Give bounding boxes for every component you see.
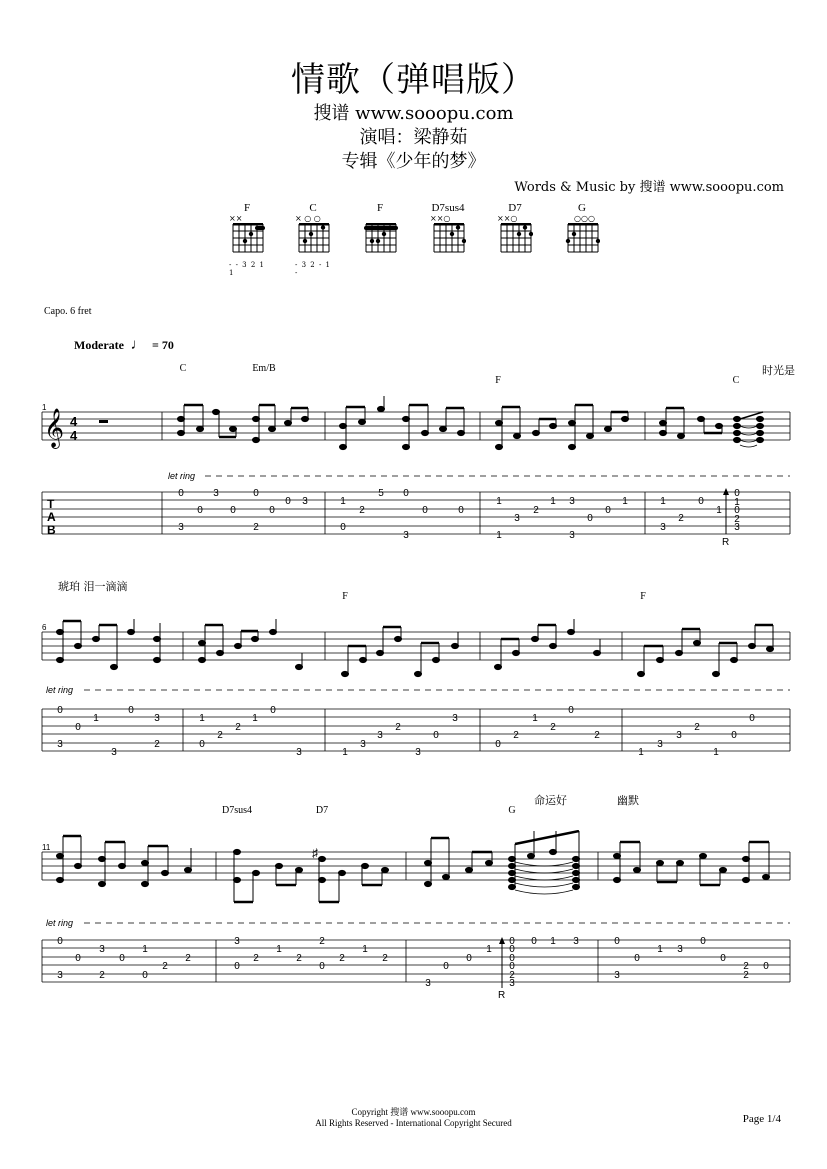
- svg-text:0: 0: [731, 730, 737, 741]
- svg-text:2: 2: [513, 730, 519, 741]
- page-footer: [0, 1107, 827, 1129]
- lyric: 时光是: [762, 364, 795, 377]
- svg-text:3: 3: [677, 944, 683, 955]
- svg-text:0: 0: [75, 953, 81, 964]
- svg-text:3: 3: [425, 978, 431, 989]
- tab-numbers: [178, 488, 740, 541]
- fretboard-grid: [295, 223, 331, 257]
- chord-diagram-c: [295, 202, 331, 277]
- svg-text:2: 2: [359, 505, 365, 516]
- svg-text:0: 0: [443, 961, 449, 972]
- chord-label: Em/B: [252, 363, 276, 374]
- svg-text:3: 3: [734, 522, 740, 533]
- chord-diagram-f-barre: [362, 202, 398, 261]
- singer-line: 演唱：梁静茹: [359, 127, 468, 148]
- chord-label: F: [495, 375, 501, 386]
- svg-text:0: 0: [509, 953, 515, 964]
- svg-text:2: 2: [594, 730, 600, 741]
- svg-text:1: 1: [199, 713, 205, 724]
- svg-text:1: 1: [496, 496, 502, 507]
- svg-text:1: 1: [276, 944, 282, 955]
- lyric: 命运好: [534, 794, 567, 807]
- credit-line: Words & Music by 搜谱 www.sooopu.com: [514, 180, 784, 195]
- svg-text:2: 2: [99, 970, 105, 981]
- svg-text:2: 2: [339, 953, 345, 964]
- svg-text:0: 0: [253, 488, 259, 499]
- svg-text:0: 0: [466, 953, 472, 964]
- whole-rest-icon: [99, 420, 108, 423]
- let-ring-label: let ring: [46, 918, 74, 928]
- svg-text:0: 0: [199, 739, 205, 750]
- svg-text:2: 2: [253, 953, 259, 964]
- svg-text:0: 0: [422, 505, 428, 516]
- tab-numbers: [57, 705, 755, 758]
- svg-text:0: 0: [119, 953, 125, 964]
- svg-text:0: 0: [700, 936, 706, 947]
- chord-diagram-name: F: [243, 202, 251, 214]
- svg-text:3: 3: [296, 747, 302, 758]
- fretboard-grid: [229, 223, 265, 257]
- source-line: 搜谱 www.sooopu.com: [313, 103, 514, 124]
- svg-text:3: 3: [99, 944, 105, 955]
- svg-text:3: 3: [569, 496, 575, 507]
- chord-diagram-name: C: [309, 202, 317, 214]
- tie-arcs: [515, 862, 573, 894]
- chord-label: F: [342, 591, 348, 602]
- tab-numbers: [57, 936, 769, 989]
- string-markers: × ○ ○: [295, 214, 321, 223]
- system-1: [0, 395, 827, 555]
- svg-text:3: 3: [452, 713, 458, 724]
- svg-text:1: 1: [486, 944, 492, 955]
- lyric: 幽默: [617, 794, 639, 807]
- svg-text:2: 2: [743, 970, 749, 981]
- chord-diagram-name: D7: [508, 202, 522, 214]
- svg-text:2: 2: [185, 953, 191, 964]
- svg-text:3: 3: [509, 978, 515, 989]
- svg-text:3: 3: [514, 513, 520, 524]
- svg-text:1: 1: [340, 496, 346, 507]
- svg-text:0: 0: [57, 705, 63, 716]
- fretboard-grid: [564, 223, 600, 257]
- svg-text:0: 0: [458, 505, 464, 516]
- chord-diagram-name: G: [578, 202, 586, 214]
- svg-text:0: 0: [605, 505, 611, 516]
- svg-text:2: 2: [550, 722, 556, 733]
- chord-label: D7: [315, 805, 329, 816]
- rasgueado-mark: R: [498, 990, 506, 1001]
- svg-text:1: 1: [252, 713, 258, 724]
- svg-text:0: 0: [698, 496, 704, 507]
- svg-text:1: 1: [657, 944, 663, 955]
- let-ring-label: let ring: [168, 471, 196, 481]
- string-markers: ××○: [497, 214, 518, 223]
- svg-text:2: 2: [533, 505, 539, 516]
- svg-text:3: 3: [403, 530, 409, 541]
- svg-text:0: 0: [509, 961, 515, 972]
- chord-label: C: [179, 363, 187, 374]
- chord-diagram-d7: [497, 202, 533, 261]
- measure-number: 6: [42, 623, 47, 632]
- svg-text:2: 2: [509, 970, 515, 981]
- svg-text:1: 1: [342, 747, 348, 758]
- fretboard-grid: [497, 223, 533, 257]
- svg-text:0: 0: [178, 488, 184, 499]
- svg-text:2: 2: [217, 730, 223, 741]
- svg-text:0: 0: [319, 961, 325, 972]
- chord-label: C: [732, 375, 740, 386]
- svg-text:1: 1: [713, 747, 719, 758]
- svg-text:3: 3: [569, 530, 575, 541]
- tempo-label: Moderate: [74, 338, 124, 352]
- svg-text:0: 0: [568, 705, 574, 716]
- svg-text:0: 0: [285, 496, 291, 507]
- svg-text:0: 0: [634, 953, 640, 964]
- svg-text:0: 0: [587, 513, 593, 524]
- let-ring-label: let ring: [46, 685, 74, 695]
- tempo-marking: [74, 337, 174, 354]
- svg-text:3: 3: [154, 713, 160, 724]
- svg-text:5: 5: [378, 488, 384, 499]
- chord-diagram-name: D7sus4: [431, 202, 465, 214]
- svg-text:3: 3: [213, 488, 219, 499]
- fretboard-grid: [430, 223, 466, 257]
- chord-label: G: [508, 805, 516, 816]
- rights-line: All Rights Reserved - International Copyright Secured: [315, 1118, 512, 1128]
- svg-text:1: 1: [660, 496, 666, 507]
- svg-text:0: 0: [57, 936, 63, 947]
- svg-text:2: 2: [296, 953, 302, 964]
- quarter-note-icon: ♩: [130, 337, 146, 353]
- svg-text:1: 1: [734, 497, 740, 508]
- svg-text:0: 0: [433, 730, 439, 741]
- chord-diagram-g: [564, 202, 600, 261]
- svg-text:1: 1: [496, 530, 502, 541]
- svg-text:0: 0: [128, 705, 134, 716]
- svg-text:1: 1: [550, 496, 556, 507]
- tie-arcs: [740, 426, 757, 447]
- tempo-value: = 70: [151, 338, 174, 352]
- svg-text:3: 3: [178, 522, 184, 533]
- svg-text:1: 1: [550, 936, 556, 947]
- treble-clef-icon: 𝄞: [44, 409, 65, 447]
- svg-text:0: 0: [234, 961, 240, 972]
- svg-text:0: 0: [734, 488, 740, 499]
- svg-text:3: 3: [57, 970, 63, 981]
- string-markers: ××: [229, 214, 243, 223]
- svg-text:1: 1: [532, 713, 538, 724]
- chord-diagram-f: [229, 202, 265, 277]
- svg-text:3: 3: [415, 747, 421, 758]
- svg-text:1: 1: [622, 496, 628, 507]
- rasgueado-mark: R: [722, 537, 730, 548]
- svg-text:3: 3: [614, 970, 620, 981]
- svg-text:2: 2: [382, 953, 388, 964]
- time-signature-top: 4: [70, 414, 78, 429]
- fingering: - - 3 2 1 1: [229, 261, 265, 277]
- strum-arrow-head-icon: [723, 488, 729, 495]
- svg-text:0: 0: [509, 944, 515, 955]
- svg-text:0: 0: [720, 953, 726, 964]
- fretboard-grid: [362, 223, 398, 257]
- svg-text:0: 0: [614, 936, 620, 947]
- copyright-line: Copyright 搜谱 www.sooopu.com: [351, 1107, 476, 1117]
- tab-label-a: A: [47, 510, 56, 524]
- svg-text:0: 0: [763, 961, 769, 972]
- tab-label-b: B: [47, 523, 56, 537]
- svg-text:2: 2: [743, 961, 749, 972]
- svg-text:3: 3: [657, 739, 663, 750]
- sharp-icon: ♯: [312, 846, 318, 860]
- string-markers: ○○○: [574, 214, 595, 223]
- svg-text:1: 1: [638, 747, 644, 758]
- system-2: [0, 615, 827, 775]
- tab-label-t: T: [47, 497, 55, 511]
- svg-text:0: 0: [531, 936, 537, 947]
- svg-text:3: 3: [111, 747, 117, 758]
- string-markers: ××○: [430, 214, 451, 223]
- svg-text:0: 0: [495, 739, 501, 750]
- svg-text:1: 1: [142, 944, 148, 955]
- svg-text:3: 3: [377, 730, 383, 741]
- svg-text:3: 3: [234, 936, 240, 947]
- svg-text:0: 0: [197, 505, 203, 516]
- svg-text:2: 2: [678, 513, 684, 524]
- svg-text:0: 0: [509, 936, 515, 947]
- svg-text:2: 2: [395, 722, 401, 733]
- time-signature-bottom: 4: [70, 428, 78, 443]
- svg-text:2: 2: [162, 961, 168, 972]
- svg-text:0: 0: [734, 505, 740, 516]
- chord-diagram-name: F: [376, 202, 384, 214]
- notation-notes: [178, 396, 764, 450]
- chord-label: D7sus4: [221, 805, 253, 816]
- svg-text:3: 3: [660, 522, 666, 533]
- chord-diagram-d7sus4: [430, 202, 466, 261]
- svg-text:2: 2: [154, 739, 160, 750]
- fingering: - 3 2 - 1 -: [295, 261, 331, 277]
- capo-info: Capo. 6 fret: [44, 306, 92, 317]
- svg-text:3: 3: [360, 739, 366, 750]
- svg-text:2: 2: [734, 514, 740, 525]
- svg-text:3: 3: [57, 739, 63, 750]
- svg-text:2: 2: [253, 522, 259, 533]
- svg-text:1: 1: [716, 505, 722, 516]
- svg-text:2: 2: [694, 722, 700, 733]
- svg-text:3: 3: [676, 730, 682, 741]
- svg-text:3: 3: [573, 936, 579, 947]
- song-title: 情歌（弹唱版）: [291, 60, 536, 100]
- svg-text:0: 0: [340, 522, 346, 533]
- notation-notes: [57, 619, 774, 677]
- notation-notes: [57, 831, 770, 902]
- svg-text:1: 1: [93, 713, 99, 724]
- svg-text:1: 1: [362, 944, 368, 955]
- svg-text:3: 3: [302, 496, 308, 507]
- svg-text:0: 0: [142, 970, 148, 981]
- svg-text:0: 0: [75, 722, 81, 733]
- strum-arrow-head-icon: [499, 937, 505, 944]
- svg-text:2: 2: [319, 936, 325, 947]
- svg-text:0: 0: [270, 705, 276, 716]
- system-3: [0, 830, 827, 1010]
- measure-number: 11: [42, 843, 51, 852]
- svg-text:2: 2: [235, 722, 241, 733]
- svg-text:0: 0: [269, 505, 275, 516]
- lyric: 琥珀 泪一滴滴: [58, 580, 128, 593]
- svg-text:0: 0: [403, 488, 409, 499]
- chord-label: F: [640, 591, 646, 602]
- svg-text:0: 0: [230, 505, 236, 516]
- measure-number: 1: [42, 403, 47, 412]
- music-staff: [42, 852, 790, 880]
- page-number: Page 1/4: [742, 1113, 781, 1125]
- svg-text:0: 0: [749, 713, 755, 724]
- album-line: 专辑《少年的梦》: [341, 151, 486, 172]
